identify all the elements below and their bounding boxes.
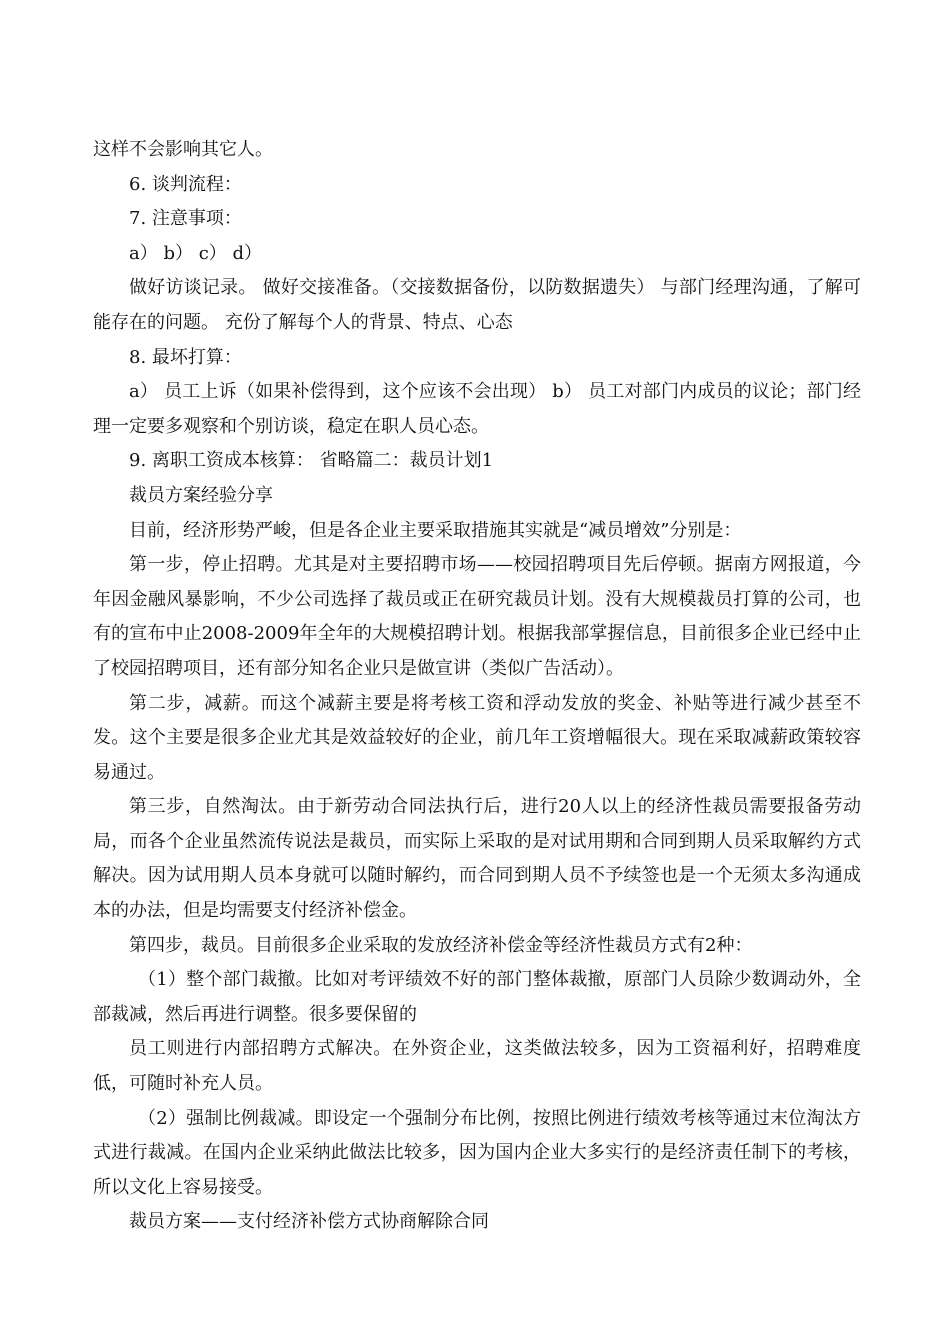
- paragraph: （1）整个部门裁撤。比如对考评绩效不好的部门整体裁撤，原部门人员除少数调动外，全部裁减，然后再进行调整。很多要保留的: [93, 969, 861, 1025]
- paragraph: 做好访谈记录。 做好交接准备。（交接数据备份，以防数据遗失） 与部门经理沟通，了解可能存在的问题。 充份了解每个人的背景、特点、心态: [93, 277, 861, 333]
- paragraph: 这样不会影响其它人。: [93, 139, 273, 160]
- paragraph: 第三步，自然淘汰。由于新劳动合同法执行后，进行20人以上的经济性裁员需要报备劳动局，而各个企业虽然流传说法是裁员，而实际上采取的是对试用期和合同到期人员采取解约方式解决。因为试用期人员本身就可以随时解约，而合同到期人员不予续签也是一个无须太多沟通成本的办法，但是均需要支付经济补偿金。: [93, 796, 861, 922]
- section-title: 裁员方案——支付经济补偿方式协商解除合同: [129, 1211, 489, 1233]
- paragraph: （2）强制比例裁减。即设定一个强制分布比例，按照比例进行绩效考核等通过末位淘汰方式进行裁减。在国内企业采纳此做法比较多，因为国内企业大多实行的是经济责任制下的考核，所以文化上容易接受。: [93, 1107, 861, 1198]
- paragraph: 员工则进行内部招聘方式解决。在外资企业，这类做法较多，因为工资福利好，招聘难度低，可随时补充人员。: [93, 1038, 861, 1095]
- paragraph: 第二步，减薪。而这个减薪主要是将考核工资和浮动发放的奖金、补贴等进行减少甚至不发。这个主要是很多企业尤其是效益较好的企业，前几年工资增幅很大。现在采取减薪政策较容易通过。: [93, 692, 861, 783]
- document-body: [93, 133, 861, 1240]
- list-heading: 6. 谈判流程：: [129, 173, 242, 195]
- paragraph: a） 员工上诉（如果补偿得到，这个应该不会出现） b） 员工对部门内成员的议论；部门经理一定要多观察和个别访谈，稳定在职人员心态。: [93, 381, 861, 437]
- paragraph: 目前，经济形势严峻，但是各企业主要采取措施其实就是“减员增效”分别是：: [129, 519, 742, 541]
- list-heading: 9. 离职工资成本核算： 省略篇二：裁员计划1: [129, 450, 494, 472]
- list-markers: a） b） c） d）: [129, 242, 263, 264]
- list-heading: 8. 最坏打算：: [129, 346, 242, 368]
- list-heading: 7. 注意事项：: [129, 208, 242, 230]
- paragraph: 第一步，停止招聘。尤其是对主要招聘市场——校园招聘项目先后停顿。据南方网报道，今年因金融风暴影响，不少公司选择了裁员或正在研究裁员计划。没有大规模裁员打算的公司，也有的宣布中止2008-2009年全年的大规模招聘计划。根据我部掌握信息，目前很多企业已经中止了校园招聘项目，还有部分知名企业只是做宣讲（类似广告活动）。: [93, 554, 861, 679]
- paragraph: 第四步，裁员。目前很多企业采取的发放经济补偿金等经济性裁员方式有2种：: [129, 934, 753, 956]
- section-title: 裁员方案经验分享: [129, 484, 273, 506]
